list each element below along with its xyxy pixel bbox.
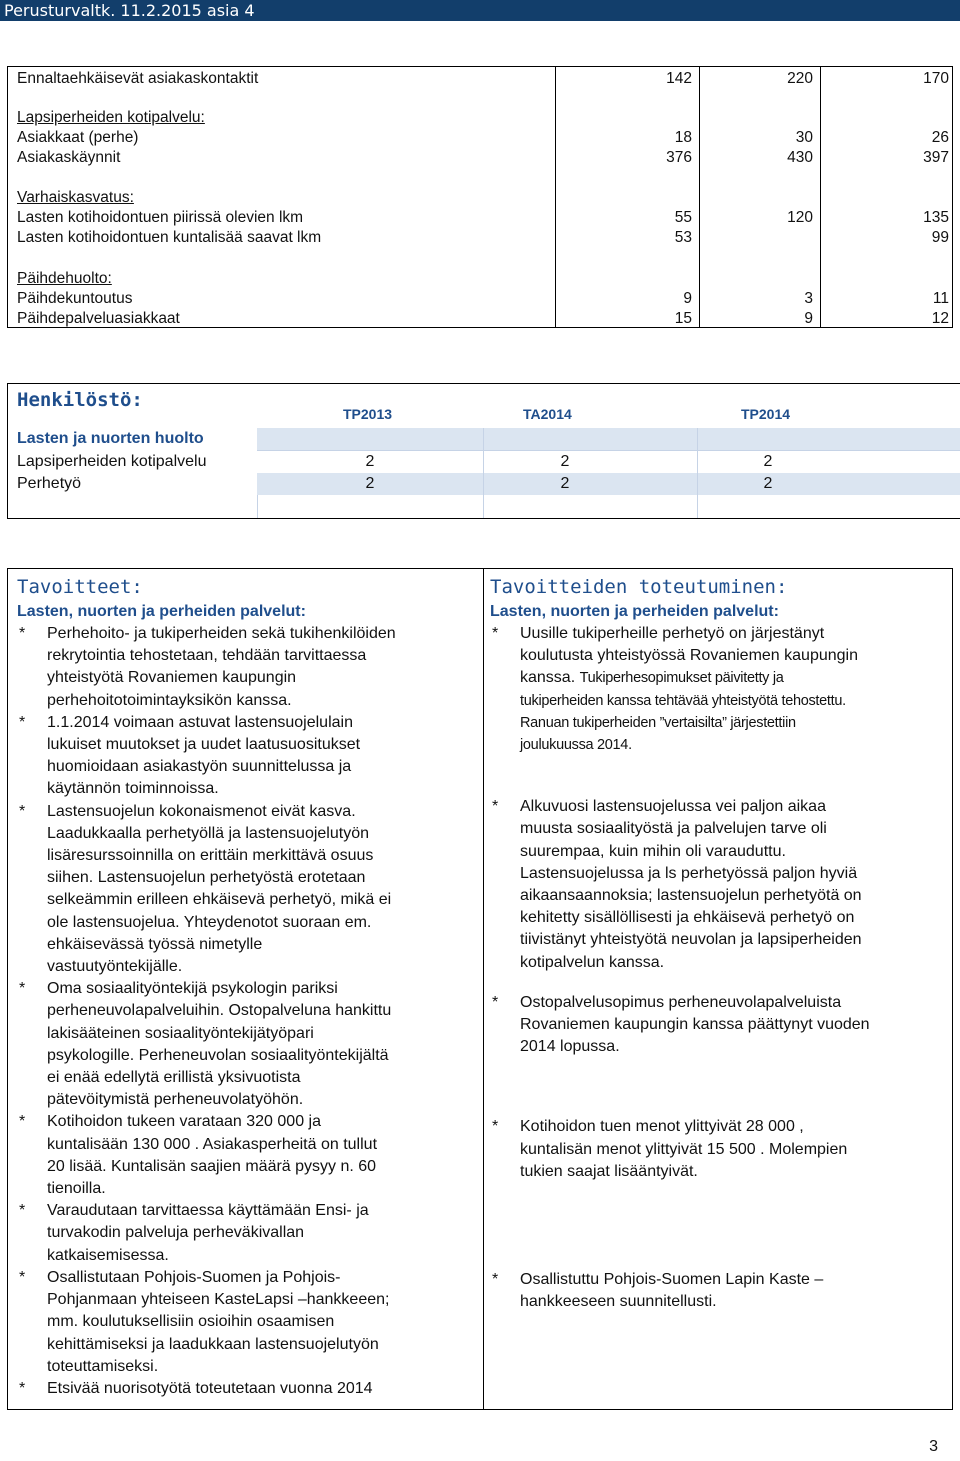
- goal-item: [17, 1378, 479, 1400]
- bullet-star: *: [19, 1113, 26, 1131]
- staff-column-header: TA2014: [523, 406, 572, 422]
- stats-row-label: Ennaltaehkäisevät asiakaskontaktit: [17, 70, 259, 87]
- bullet-star: *: [492, 993, 499, 1011]
- stats-row-label: Päihdekuntoutus: [17, 290, 133, 307]
- staff-subheading: Lasten ja nuorten huolto: [17, 430, 204, 447]
- outcome-line: hankkeeseen suunnitellusti.: [520, 1293, 717, 1311]
- stats-row: [8, 228, 952, 248]
- stats-row-label: Lasten kotihoidontuen kuntalisää saavat lkm: [17, 229, 322, 246]
- stats-value: 3: [804, 290, 813, 307]
- outcome-line: kanssa.: [520, 669, 576, 687]
- stats-value: 53: [674, 229, 692, 246]
- outcomes-title: Tavoitteiden toteutuminen:: [490, 576, 788, 598]
- goal-line: lakisääteinen sosiaalityöntekijätyöpari: [47, 1024, 314, 1042]
- stats-row: [8, 188, 952, 208]
- outcome-line: 2014 lopussa.: [520, 1038, 620, 1056]
- staff-column-header: TP2014: [741, 406, 791, 422]
- bullet-star: *: [19, 1202, 26, 1220]
- goal-line: lisäresurssoinnilla on erittäin merkittävä osuus: [47, 847, 374, 865]
- stats-row-label: Asiakkaat (perhe): [17, 129, 139, 146]
- outcome-line: Lastensuojelussa ja ls perhetyössä paljon hyviä: [520, 864, 858, 882]
- outcome-line: joulukuussa 2014.: [520, 737, 632, 754]
- goal-line: rekrytointia tehostetaan, tehdään tarvittaessa: [47, 647, 367, 665]
- bullet-star: *: [19, 802, 26, 820]
- outcome-line: suurempaa, kuin mihin oli varauduttu.: [520, 842, 786, 860]
- staff-value: 2: [365, 453, 375, 470]
- stats-value: 430: [787, 149, 813, 166]
- stats-value: 99: [931, 229, 949, 246]
- outcome-item: [490, 796, 948, 974]
- goal-item: [17, 712, 479, 801]
- outcome-item: [490, 992, 948, 1059]
- outcomes-subtitle: Lasten, nuorten ja perheiden palvelut:: [490, 603, 779, 620]
- outcome-item: [490, 1116, 948, 1183]
- outcome-line: muusta sosiaalityöstä ja palvelujen tarve oli: [520, 820, 827, 838]
- outcome-line: aikaansaannoksia; lastensuojelun perhetyötä on: [520, 887, 862, 905]
- page-number: 3: [929, 1438, 938, 1455]
- stats-value: 376: [666, 149, 692, 166]
- stats-value: 18: [674, 129, 692, 146]
- goal-line: tienoilla.: [47, 1180, 106, 1198]
- outcome-line: Osallistuttu Pohjois-Suomen Lapin Kaste –: [520, 1271, 824, 1289]
- stats-row-label: Päihdepalveluasiakkaat: [17, 310, 180, 327]
- stats-value: 9: [683, 290, 692, 307]
- stats-section-heading: Lapsiperheiden kotipalvelu:: [17, 109, 205, 126]
- goal-line: 20 lisää. Kuntalisän saajien määrä pysyy n. 60: [47, 1157, 377, 1175]
- outcome-line: Kotihoidon tuen menot ylittyivät 28 000 ,: [520, 1118, 804, 1136]
- stats-value: 15: [674, 310, 692, 327]
- stats-value: 12: [931, 310, 949, 327]
- goals-table: [7, 568, 953, 1410]
- stats-value: 55: [674, 209, 692, 226]
- outcome-line: Rovaniemen kaupungin kanssa päättynyt vuoden: [520, 1016, 870, 1034]
- stats-row: [8, 69, 952, 89]
- stats-row: [8, 269, 952, 289]
- goal-line: Kotihoidon tukeen varataan 320 000 ja: [47, 1113, 321, 1131]
- bullet-star: *: [492, 625, 499, 642]
- bullet-star: *: [19, 980, 26, 998]
- stats-value: 9: [804, 310, 813, 327]
- bullet-star: *: [19, 713, 26, 731]
- staff-column-header: TP2013: [343, 406, 393, 422]
- stats-row: [8, 208, 952, 228]
- staff-value: 2: [763, 453, 773, 470]
- stats-section-heading: Päihdehuolto:: [17, 270, 112, 287]
- goals-subtitle: Lasten, nuorten ja perheiden palvelut:: [17, 603, 306, 620]
- goal-line: siihen. Lastensuojelun perhetyöstä erotetaan: [47, 869, 366, 887]
- staff-column-divider: [483, 428, 484, 518]
- goal-line: yhteistyötä Rovaniemen kaupungin: [47, 669, 297, 687]
- goals-title: Tavoitteet:: [17, 576, 143, 598]
- goal-line: Lastensuojelun kokonaismenot eivät kasva.: [47, 802, 356, 820]
- stats-value: 30: [795, 129, 813, 146]
- goal-line: Pohjanmaan yhteiseen KasteLapsi –hankkeeen;: [47, 1291, 390, 1309]
- goal-line: huomioidaan asiakastyön suunnittelussa ja: [47, 758, 352, 776]
- stats-row-label: Asiakaskäynnit: [17, 149, 121, 166]
- goal-line: kuntalisään 130 000 . Asiakasperheitä on tullut: [47, 1135, 378, 1153]
- goal-line: psykologille. Perheneuvolan sosiaalityöntekijältä: [47, 1046, 389, 1064]
- stats-value: 170: [923, 70, 949, 87]
- goal-line: pätevöitymistä perheneuvolatyöhön.: [47, 1091, 304, 1109]
- staff-column-divider: [697, 428, 698, 518]
- bullet-star: *: [19, 1379, 26, 1397]
- outcome-line: kotipalvelun kanssa.: [520, 953, 665, 971]
- goal-line: Etsivää nuorisotyötä toteutetaan vuonna 2014: [47, 1379, 373, 1397]
- goal-line: mm. koulutuksellisiin osioihin osaamisen: [47, 1313, 335, 1331]
- staff-value: 2: [365, 475, 375, 492]
- goal-line: kehittämiseksi ja laadukkaan lastensuojelutyön: [47, 1335, 379, 1353]
- bullet-star: *: [19, 625, 26, 642]
- goal-line: katkaisemisessa.: [47, 1246, 169, 1264]
- outcome-line: Ostopalvelusopimus perheneuvolapalveluista: [520, 993, 842, 1011]
- goal-item: [17, 1200, 479, 1267]
- outcome-line: kuntalisän menot ylittyivät 15 500 . Molempien: [520, 1140, 848, 1158]
- stats-value: 220: [787, 70, 813, 87]
- outcome-line: kehitetty sisällöllisesti ja ehkäisevä perhetyö on: [520, 909, 855, 927]
- document-header-title: Perusturvaltk. 11.2.2015 asia 4: [4, 1, 255, 20]
- goal-item: [17, 1267, 479, 1378]
- goal-line: vastuutyöntekijälle.: [47, 958, 183, 976]
- stats-value: 142: [666, 70, 692, 87]
- staff-value: 2: [763, 475, 773, 492]
- outcome-line: Alkuvuosi lastensuojelussa vei paljon aikaa: [520, 798, 826, 816]
- goal-line: ei enää edellytä erillistä yksivuotista: [47, 1069, 301, 1087]
- outcome-line: tiivistänyt yhteistyötä neuvolan ja lapsiperheiden: [520, 931, 862, 949]
- outcome-line: koulutusta yhteistyössä Rovaniemen kaupungin: [520, 647, 858, 665]
- outcome-item: [490, 1269, 948, 1313]
- staff-title: Henkilöstö:: [17, 389, 143, 411]
- stats-value: 11: [932, 290, 949, 307]
- goal-line: turvakodin palveluja perheväkivallan: [47, 1224, 305, 1242]
- goal-line: perheneuvolapalveluihin. Ostopalveluna hankittu: [47, 1002, 392, 1020]
- bullet-star: *: [19, 1268, 26, 1286]
- stats-section-heading: Varhaiskasvatus:: [17, 189, 134, 206]
- outcomes-column: [490, 575, 948, 1313]
- goal-line: 1.1.2014 voimaan astuvat lastensuojelulain: [47, 713, 353, 731]
- outcome-line: Tukiperhesopimukset päivitetty ja: [579, 670, 784, 687]
- goal-line: käytännön toiminnoissa.: [47, 780, 219, 798]
- stats-value: 135: [923, 209, 949, 226]
- goal-line: Oma sosiaalityöntekijä psykologin pariksi: [47, 980, 338, 998]
- outcome-line: Uusille tukiperheille perhetyö on järjestänyt: [520, 625, 825, 642]
- stats-row: [8, 148, 952, 168]
- staff-value: 2: [560, 475, 570, 492]
- stats-row: [8, 128, 952, 148]
- goal-line: Perhehoito- ja tukiperheiden sekä tukihenkilöiden: [47, 625, 396, 642]
- outcome-line: tukien saajat lisääntyivät.: [520, 1162, 698, 1180]
- staff-table: [7, 383, 960, 519]
- bullet-star: *: [492, 1118, 499, 1136]
- staff-column-divider: [257, 495, 258, 518]
- goal-line: Laadukkaalla perhetyöllä ja lastensuojelutyön: [47, 824, 369, 842]
- goal-line: Varaudutaan tarvittaessa käyttämään Ensi- ja: [47, 1202, 369, 1220]
- goal-line: selkeämmin erilleen ehkäisevä perhetyö, mikä ei: [47, 891, 392, 909]
- staff-row-label: Perhetyö: [17, 475, 82, 492]
- goals-column: [17, 575, 479, 1400]
- goal-item: [17, 801, 479, 979]
- stats-row: [8, 108, 952, 128]
- goal-line: perhehoitotoimintayksikön kanssa.: [47, 691, 292, 709]
- bullet-star: *: [492, 798, 499, 816]
- stats-value: 26: [931, 129, 949, 146]
- goals-column-divider: [483, 569, 484, 1409]
- outcome-line: Ranuan tukiperheiden ”vertaisilta” järjestettiin: [520, 714, 796, 731]
- outcome-line: tukiperheiden kanssa tehtävää yhteistyötä tehostettu.: [520, 692, 846, 709]
- goal-item: [17, 623, 479, 712]
- goal-line: lukuiset muutokset ja uudet laatusuositukset: [47, 736, 361, 754]
- staff-value: 2: [560, 453, 570, 470]
- staff-band: [257, 428, 960, 450]
- stats-value: 397: [923, 149, 949, 166]
- stats-row-label: Lasten kotihoidontuen piirissä olevien lkm: [17, 209, 304, 226]
- outcome-item: [490, 623, 948, 756]
- stats-row: [8, 309, 952, 329]
- bullet-star: *: [492, 1271, 499, 1289]
- statistics-table: [7, 66, 953, 328]
- goal-line: ehkäisevässä työssä nimetylle: [47, 935, 263, 953]
- goal-line: ole lastensuojelua. Yhteydenotot suoraan em.: [47, 913, 372, 931]
- stats-value: 120: [787, 209, 813, 226]
- goal-item: [17, 978, 479, 1111]
- goal-line: Osallistutaan Pohjois-Suomen ja Pohjois-: [47, 1268, 341, 1286]
- stats-row: [8, 289, 952, 309]
- goal-line: toteuttamiseksi.: [47, 1357, 159, 1375]
- staff-row-label: Lapsiperheiden kotipalvelu: [17, 453, 207, 470]
- goal-item: [17, 1111, 479, 1200]
